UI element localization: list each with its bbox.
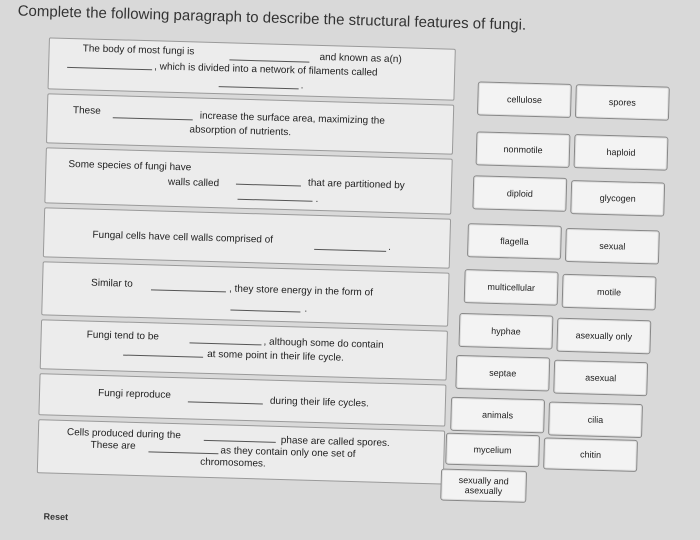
word-chip[interactable]: cilia xyxy=(548,401,643,438)
sentence-card-7 xyxy=(38,373,446,426)
period: . xyxy=(300,80,304,92)
answer-blank[interactable] xyxy=(67,67,152,70)
answer-blank[interactable] xyxy=(123,355,203,358)
sentence-card-3 xyxy=(44,147,452,214)
word-chip[interactable]: asexual xyxy=(553,360,648,397)
sentence-card-5 xyxy=(41,261,449,326)
sentence-card-4 xyxy=(43,207,451,268)
word-chip[interactable]: motile xyxy=(562,274,657,311)
text: absorption of nutrients. xyxy=(189,124,292,139)
answer-blank[interactable] xyxy=(113,117,193,120)
word-chip[interactable]: nonmotile xyxy=(476,131,571,168)
text: These xyxy=(72,105,101,117)
sentence-card-6 xyxy=(40,319,448,380)
word-chip[interactable]: animals xyxy=(450,397,545,434)
sentence-card-1 xyxy=(48,37,456,100)
word-chip[interactable]: septae xyxy=(455,355,550,392)
text: Similar to xyxy=(90,277,133,290)
reset-button[interactable]: Reset xyxy=(43,511,69,523)
word-chip[interactable]: cellulose xyxy=(477,81,572,118)
text: Some species of fungi have xyxy=(68,158,192,174)
text: , they store energy in the form of xyxy=(228,283,374,299)
text: These are xyxy=(90,439,136,452)
period: . xyxy=(388,241,392,254)
text: that are partitioned by xyxy=(307,177,405,192)
text: , although some do contain xyxy=(263,336,384,351)
text: Fungal cells have cell walls comprised of xyxy=(92,229,274,246)
answer-blank[interactable] xyxy=(148,451,218,454)
instructions-title: Complete the following paragraph to describe the structural features of fungi. xyxy=(17,2,527,34)
word-chip[interactable]: hyphae xyxy=(458,313,553,350)
answer-blank[interactable] xyxy=(238,199,313,202)
word-chip[interactable]: flagella xyxy=(467,223,562,260)
text: at some point in their life cycle. xyxy=(207,348,345,364)
word-chip[interactable]: chitin xyxy=(543,437,638,472)
text: The body of most fungi is xyxy=(82,43,195,58)
text: increase the surface area, maximizing the xyxy=(199,110,386,127)
answer-blank[interactable] xyxy=(314,249,386,252)
answer-blank[interactable] xyxy=(219,86,299,89)
answer-blank[interactable] xyxy=(236,184,301,187)
period: . xyxy=(315,193,319,205)
period: . xyxy=(304,303,308,315)
text: Cells produced during the xyxy=(66,427,182,442)
word-chip[interactable]: sexual xyxy=(565,228,660,265)
sentence-card-2 xyxy=(46,93,454,154)
answer-blank[interactable] xyxy=(188,401,263,404)
sentence-card-8 xyxy=(37,419,445,484)
word-chip[interactable]: haploid xyxy=(574,134,669,171)
word-chip[interactable]: glycogen xyxy=(570,180,665,217)
word-chip[interactable]: spores xyxy=(575,84,670,121)
text: phase are called spores. xyxy=(280,435,390,450)
answer-blank[interactable] xyxy=(151,289,226,292)
text: Fungi tend to be xyxy=(86,329,160,343)
text: during their life cycles. xyxy=(269,395,369,410)
answer-blank[interactable] xyxy=(189,342,261,345)
text: walls called xyxy=(167,176,220,190)
word-chip[interactable]: asexually only xyxy=(556,318,651,355)
text: chromosomes. xyxy=(200,456,266,470)
word-chip[interactable]: sexually and asexually xyxy=(440,468,527,502)
text: as they contain only one set of xyxy=(220,445,356,461)
answer-blank[interactable] xyxy=(230,310,300,313)
word-chip[interactable]: multicellular xyxy=(464,269,559,306)
answer-blank[interactable] xyxy=(204,440,276,443)
word-chip[interactable]: diploid xyxy=(472,175,567,212)
word-chip[interactable]: mycelium xyxy=(445,433,540,468)
text: Fungi reproduce xyxy=(97,387,172,401)
answer-blank[interactable] xyxy=(229,59,309,62)
text: and known as a(n) xyxy=(319,51,402,66)
text: , which is divided into a network of filaments called xyxy=(154,61,378,79)
